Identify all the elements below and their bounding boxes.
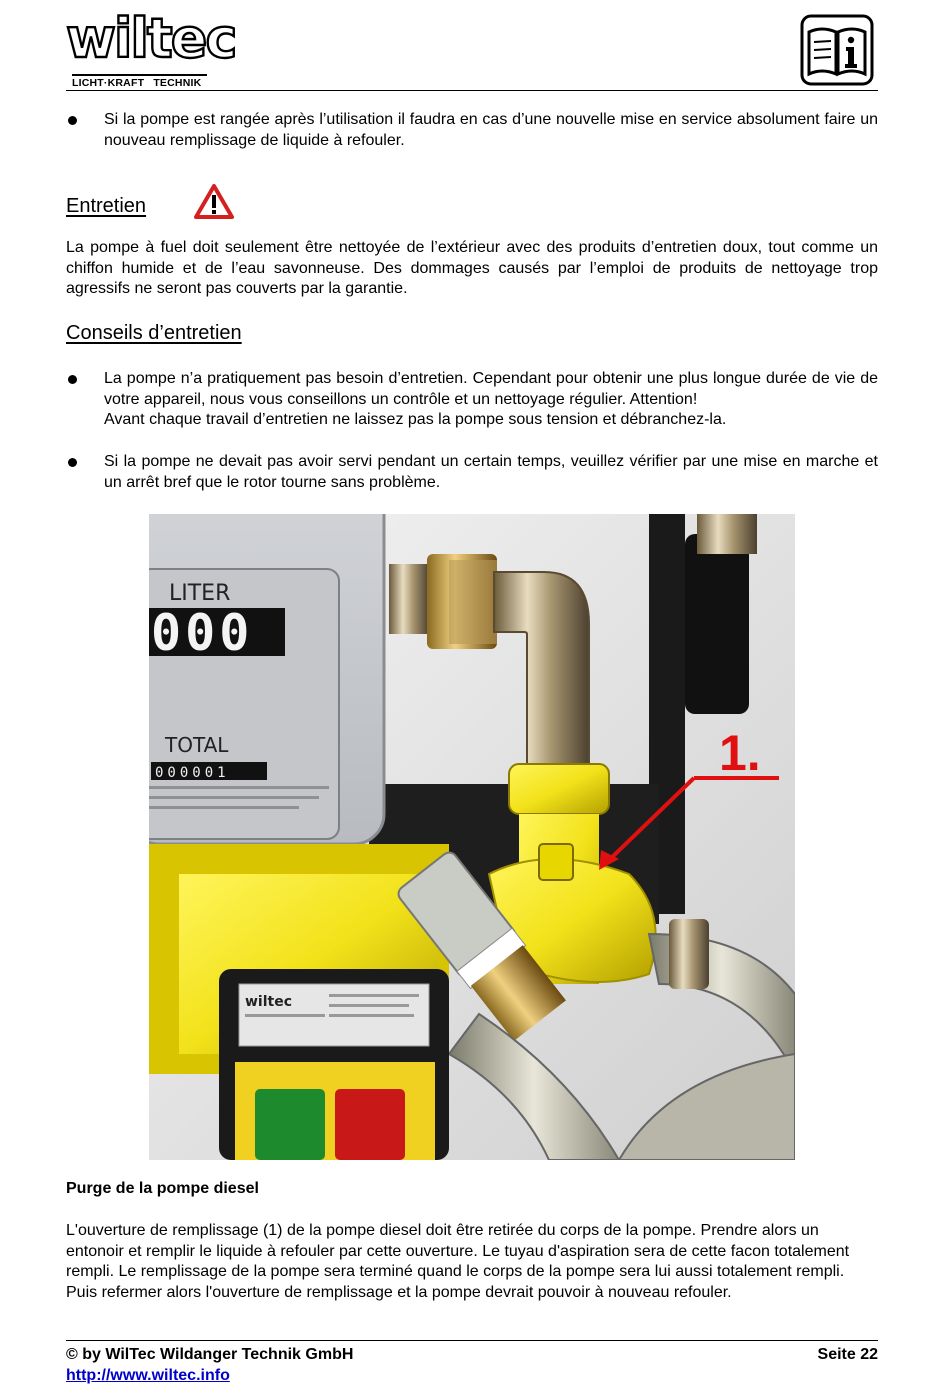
meter-total-counter: 000001 (155, 765, 230, 781)
footer-page-number: Seite 22 (817, 1346, 878, 1363)
pump-photo (149, 514, 795, 1160)
bullet-dot (68, 116, 77, 125)
logo-tagline (72, 74, 207, 89)
bullet-dot (68, 375, 77, 384)
meter-digits: 000 (151, 604, 254, 662)
logo-tagline-left: LICHT·KRAFT (72, 77, 145, 89)
footer-copyright: © by WilTec Wildanger Technik GmbH (66, 1346, 354, 1363)
conseils-bullet-1 (66, 369, 878, 431)
plate-brand: wiltec (245, 994, 293, 1010)
logo-tagline-right: TECHNIK (153, 77, 202, 89)
meter-total-label: TOTAL (165, 733, 229, 757)
intro-bullet-text: Si la pompe est rangée après l’utilisation il faudra en cas d’une nouvelle mise en service absolument faire un nouveau remplissage de liquide à refouler. (104, 111, 878, 149)
conseils-bullet-1-line2: Avant chaque travail d’entretien ne laissez pas la pompe sous tension et débranchez-la. (104, 411, 727, 429)
conseils-heading: Conseils d’entretien (66, 322, 242, 344)
manual-info-icon (800, 14, 874, 86)
entretien-paragraph: La pompe à fuel doit seulement être nettoyée de l’extérieur avec des produits d’entretien doux, tout comme un chiffon humide et de l’eau savonneuse. Des dommages causés par l’emploi de produits de nettoyage trop agressifs ne seront pas couverts par la garantie. (66, 239, 878, 298)
conseils-bullet-1-text (104, 369, 878, 431)
conseils-bullet-1-line1: La pompe n’a pratiquement pas besoin d’entretien. Cependant pour obtenir une plus longue durée de vie de votre appareil, nous vous conseillons un contrôle et un nettoyage régulier. Attention! (104, 370, 878, 408)
footer-left (66, 1344, 353, 1386)
intro-bullet (66, 110, 878, 151)
footer-rule (66, 1340, 878, 1341)
meter-liter-label: LITER (169, 581, 231, 606)
purge-paragraph: L'ouverture de remplissage (1) de la pompe diesel doit être retirée du corps de la pompe. Prendre alors un entonoir et remplir le liquide à refouler par cette ouverture. Le tuyau d'aspiration sera de cette facon totalement rempli. Le remplissage de la pompe sera terminé quand le corps de la pompe sera lui aussi totalement rempli. Puis refermer alors l'ouverture de remplissage et la pompe devrait pouvoir à nouveau refouler. (66, 1222, 850, 1301)
footer-website-link[interactable]: http://www.wiltec.info (66, 1367, 230, 1384)
header-rule (66, 90, 878, 91)
bullet-dot (68, 458, 77, 467)
logo-wordmark: wiltec (66, 7, 236, 70)
conseils-bullet-2-text: Si la pompe ne devait pas avoir servi pendant un certain temps, veuillez vérifier par une mise en marche et un arrêt bref que le rotor tourne sans problème. (104, 453, 878, 491)
callout-label: 1. (719, 725, 761, 781)
warning-triangle-icon (194, 184, 234, 220)
wiltec-logo (66, 8, 244, 90)
purge-heading: Purge de la pompe diesel (66, 1180, 259, 1197)
conseils-bullet-2 (66, 452, 878, 493)
entretien-heading: Entretien (66, 195, 147, 217)
